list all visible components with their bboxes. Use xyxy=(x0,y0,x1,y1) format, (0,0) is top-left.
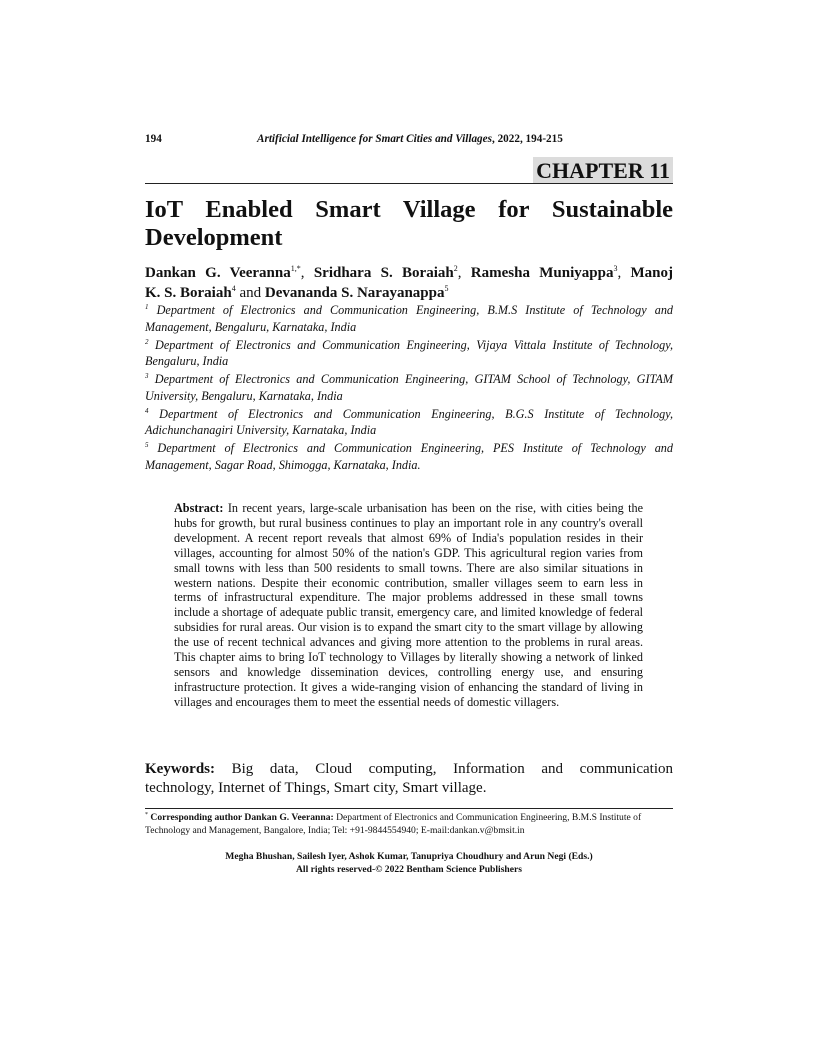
affiliation-text: Department of Electronics and Communication Engineering, B.M.S Institute of Technology and Management, Bengaluru, Karnataka, India xyxy=(145,303,674,334)
affiliation xyxy=(145,371,673,404)
author-line-1: Dankan G. Veeranna$^{1,*}$, Sridhara S. Boraiah$^2$, Ramesha Muniyappa$^3$, Manoj xyxy=(145,264,674,281)
journal-citation xyxy=(257,133,563,145)
affiliation-number: 3 xyxy=(145,371,149,380)
author-line-2 xyxy=(145,285,449,301)
affiliation xyxy=(145,406,673,439)
keywords-text-1: Big data, Cloud computing, Information and communication xyxy=(215,761,673,777)
affiliation-list xyxy=(145,302,673,475)
affiliation-number: 1 xyxy=(145,302,149,311)
footnote-rule xyxy=(145,808,673,809)
abstract xyxy=(174,501,643,710)
footnote-marker: * xyxy=(145,811,148,818)
author-name: Devananda S. Narayanappa xyxy=(264,285,445,301)
author-affil-mark: 3 xyxy=(613,264,618,273)
abstract-text: In recent years, large-scale urbanisation has been on the rise, with cities being the hubs for growth, but rural business continues to play an important role in any country's overall development. A recent report reveals that almost 69% of India's population resides in their villages, accounting for almost 50% of the nation's GDP. This agricultural region varies from small towns with less than 500 residents to small towns. There are also similar situations in western nations. Despite their economic contribution, smaller villages seem to earn less in terms of infrastructural expenditure. The major problems addressed in these small towns include a shortage of adequate public transit, emergency care, and limited knowledge of federal subsidies for rural areas. Our vision is to expand the smart city to the smart village by allowing the use of recent technical advances and giving more attention to the problems in rural areas. This chapter aims to bring IoT technology to Villages by literally showing a network of linked sensors and knowledge dissemination devices, controlling energy use, and ensuring infrastructure protection. It gives a wide-ranging vision of enhancing the standard of living in villages and encourages them to meet the essential needs of domestic villagers. xyxy=(174,501,643,709)
affiliation xyxy=(145,302,673,335)
editors-copyright xyxy=(145,851,673,876)
affiliation-number: 5 xyxy=(145,440,149,449)
affiliation xyxy=(145,337,673,370)
affiliation-text: Department of Electronics and Communication Engineering, B.G.S Institute of Technology, Adichunchanagiri University, Karnataka, India xyxy=(145,406,673,437)
keywords-text-2: technology, Internet of Things, Smart city, Smart village. xyxy=(145,780,487,796)
footnote-label: Corresponding author Dankan G. Veeranna: xyxy=(148,812,334,823)
author-name-part: K. S. Boraiah xyxy=(145,285,232,301)
affiliation-text: Department of Electronics and Communication Engineering, Vijaya Vittala Institute of Technology, Bengaluru, India xyxy=(145,337,674,368)
affiliation-number: 2 xyxy=(145,337,149,346)
footnote-text: Department of Electronics and Communication Engineering, B.M.S Institute of Technology and Management, Bangalore, India; Tel: +91-9844554940; E-mail:dankan.v@bmsit.in xyxy=(145,812,642,836)
author-list xyxy=(145,263,673,303)
author-affil-mark: 2 xyxy=(453,264,458,273)
page-number: 194 xyxy=(145,133,162,145)
header-rule xyxy=(145,183,673,184)
affiliation-number: 4 xyxy=(145,406,149,415)
author-name: Sridhara S. Boraiah xyxy=(313,265,454,281)
keywords xyxy=(145,760,673,798)
title-line-1: IoT Enabled Smart Village for Sustainable xyxy=(145,196,673,223)
author-name-part: Manoj xyxy=(630,265,674,281)
chapter-title xyxy=(145,196,673,252)
keywords-label: Keywords: xyxy=(145,761,215,777)
author-conjunction: and xyxy=(235,285,265,301)
journal-year-pages: , 2022, 194-215 xyxy=(491,133,563,145)
title-line-2: Development xyxy=(145,224,283,251)
author-affil-mark: 1,* xyxy=(290,264,301,273)
author-affil-mark: 4 xyxy=(231,284,236,293)
author-affil-mark: 5 xyxy=(444,284,449,293)
affiliation-text: Department of Electronics and Communication Engineering, GITAM School of Technology, GITAM University, Bengaluru, Karnataka, India xyxy=(145,372,673,403)
abstract-label: Abstract: xyxy=(174,501,224,515)
editors-line: Megha Bhushan, Sailesh Iyer, Ashok Kumar, Tanupriya Choudhury and Arun Negi (Eds.) xyxy=(225,851,593,862)
journal-title: Artificial Intelligence for Smart Cities and Villages xyxy=(257,133,492,145)
corresponding-author-footnote xyxy=(145,812,675,837)
copyright-line: All rights reserved-© 2022 Bentham Science Publishers xyxy=(295,863,523,875)
author-name: Dankan G. Veeranna xyxy=(145,265,291,281)
keywords-line-1 xyxy=(145,760,673,779)
affiliation xyxy=(145,440,673,473)
chapter-label: CHAPTER 11 xyxy=(533,157,673,184)
running-head xyxy=(145,133,673,149)
affiliation-text: Department of Electronics and Communication Engineering, PES Institute of Technology and Management, Sagar Road, Shimogga, Karnataka, India. xyxy=(145,441,673,472)
author-name: Ramesha Muniyappa xyxy=(470,265,614,281)
